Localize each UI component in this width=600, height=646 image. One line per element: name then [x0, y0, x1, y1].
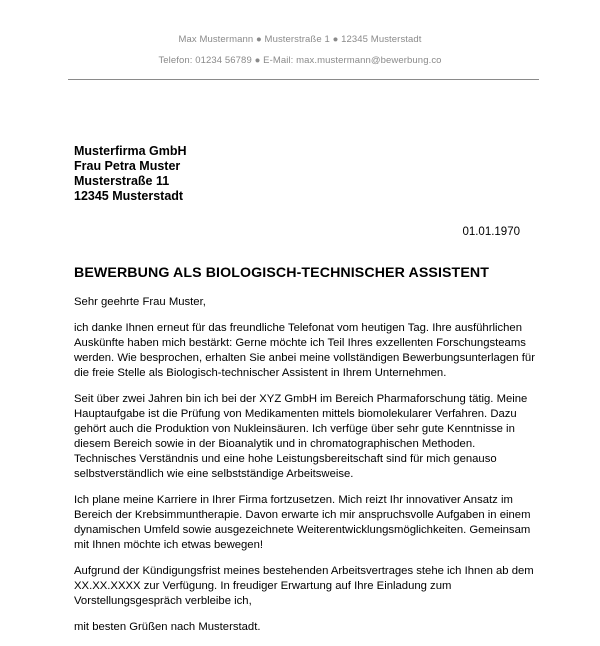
recipient-street: Musterstraße 11 [74, 174, 170, 188]
recipient-company: Musterfirma GmbH [74, 144, 187, 158]
body-line: Bereich der Krebsimmuntherapie. Davon erwarte ich mir anspruchsvolle Aufgaben in einem [74, 509, 531, 521]
letter-subject: BEWERBUNG ALS BIOLOGISCH-TECHNISCHER ASSISTENT [74, 265, 489, 281]
body-line: die freie Stelle als Biologisch-technischer Assistent in Ihrem Unternehmen. [74, 367, 447, 379]
body-line: Hauptaufgabe ist die Prüfung von Medikamenten mittels biomolekularer Verfahren. Dazu [74, 408, 517, 420]
paragraph-experience [74, 392, 534, 482]
body-line: Ich plane meine Karriere in Ihrer Firma fortzusetzen. Mich reizt Ihr innovativer Ansatz im [74, 494, 513, 506]
letter-date: 01.01.1970 [462, 226, 520, 238]
body-line: Seit über zwei Jahren bin ich bei der XYZ GmbH im Bereich Pharmaforschung tätig. Meine [74, 393, 528, 405]
letter-body [74, 295, 534, 646]
body-line: Auskünfte haben mich bestärkt: Gerne möchte ich Teil Ihres exzellenten Forschungsteams [74, 337, 526, 349]
salutation-text: Sehr geehrte Frau Muster, [74, 296, 206, 308]
body-line: mit Ihnen möchte ich etwas bewegen! [74, 539, 264, 551]
salutation [74, 295, 534, 310]
body-line: XX.XX.XXXX zur Verfügung. In freudiger Erwartung auf Ihre Einladung zum [74, 580, 452, 592]
sender-contact-line: Telefon: 01234 56789 ● E-Mail: max.mustermann@bewerbung.co [158, 55, 442, 66]
body-line: gehört auch die Produktion von Nukleinsäuren. Ich verfüge über sehr gute Kenntnisse in [74, 423, 515, 435]
sender-address-line: Max Mustermann ● Musterstraße 1 ● 12345 Musterstadt [178, 34, 422, 45]
recipient-person: Frau Petra Muster [74, 159, 181, 173]
recipient-address-block [74, 144, 187, 204]
paragraph-availability [74, 564, 534, 609]
body-line: werden. Wie besprochen, erhalten Sie anbei meine vollständigen Bewerbungsunterlagen für [74, 352, 535, 364]
closing-text: mit besten Grüßen nach Musterstadt. [74, 621, 261, 633]
header-divider [68, 79, 539, 80]
body-line: Technisches Verständnis und eine hohe Leistungsbereitschaft sind für mich genauso [74, 453, 497, 465]
body-line: selbstverständlich wie eine selbstständige Arbeitsweise. [74, 468, 354, 480]
body-line: Aufgrund der Kündigungsfrist meines bestehenden Arbeitsvertrages stehe ich Ihnen ab dem [74, 565, 534, 577]
recipient-city: 12345 Musterstadt [74, 189, 184, 203]
body-line: dynamischen Umfeld sowie ausgezeichnete Weiterentwicklungsmöglichkeiten. Gemeinsam [74, 524, 531, 536]
body-line: diesem Bereich sowie in der Bioanalytik und in chromatographischen Methoden. [74, 438, 476, 450]
paragraph-thanks [74, 321, 534, 381]
body-line: ich danke Ihnen erneut für das freundliche Telefonat vom heutigen Tag. Ihre ausführlichen [74, 322, 522, 334]
body-line: Vorstellungsgespräch verbleibe ich, [74, 595, 252, 607]
paragraph-motivation [74, 493, 534, 553]
closing [74, 620, 534, 635]
